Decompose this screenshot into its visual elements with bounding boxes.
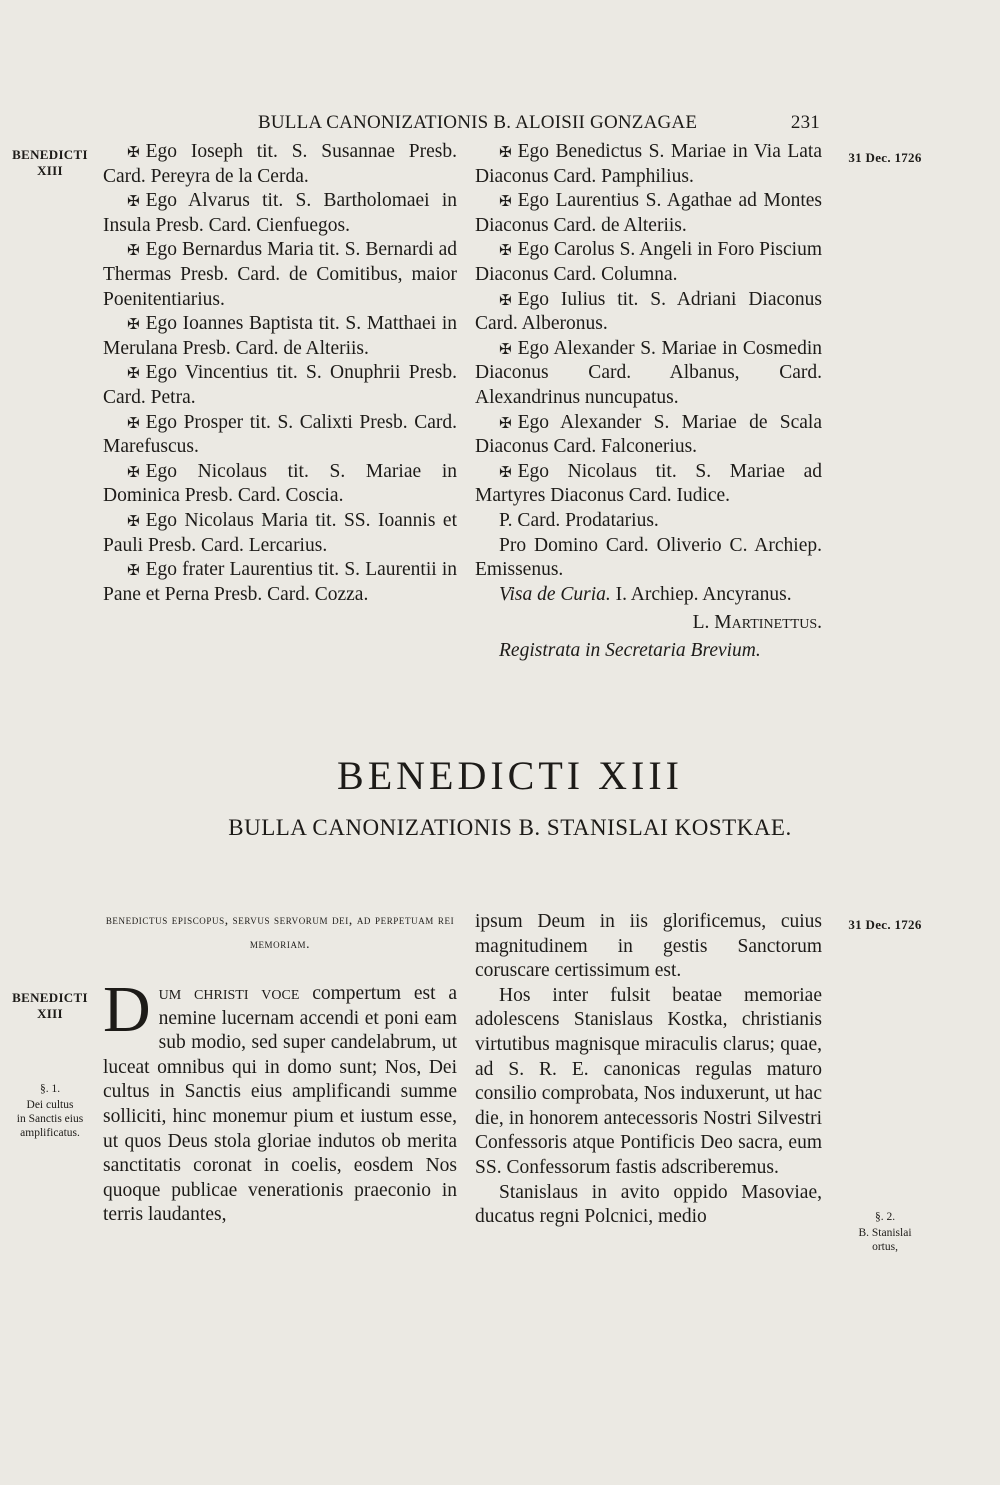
signature-left-5: [103, 361, 457, 410]
signature-right-4: [475, 288, 822, 337]
signatures-left-column: [103, 140, 457, 607]
cross-icon: ✠: [127, 143, 140, 161]
cross-icon: ✠: [127, 315, 140, 334]
section-title: BENEDICTI XIII: [337, 753, 683, 798]
cross-icon: ✠: [127, 241, 140, 260]
signature-left-2: [103, 189, 457, 238]
cross-icon: ✠: [127, 364, 140, 383]
signatures-right-column: [475, 140, 822, 663]
signature-left-6: [103, 411, 457, 460]
signature-text: Ego Nicolaus Maria tit. SS. Ioannis et Pauli Presb. Card. Lercarius.: [103, 509, 457, 556]
margin-note-1-num: §. 1.: [39, 1083, 61, 1095]
running-title: BULLA CANONIZATIONIS B. ALOISII GONZAGAE: [258, 112, 698, 133]
bull-paragraph-3: Stanislaus in avito oppido Masoviae, ducatus regni Polcnici, medio: [475, 1181, 822, 1228]
cross-icon: ✠: [499, 413, 512, 432]
section-subtitle: BULLA CANONIZATIONIS B. STANISLAI KOSTKAE.: [228, 815, 792, 840]
cross-icon: ✠: [127, 462, 140, 481]
bull-paragraph-1: [103, 973, 457, 1228]
signature-right-3: [475, 238, 822, 287]
signature-text: Ego Nicolaus tit. S. Mariae in Dominica Presb. Card. Coscia.: [103, 460, 457, 507]
registrata-line: Registrata in Secretaria Brevium.: [499, 639, 761, 661]
page-number: 231: [790, 112, 820, 133]
cross-icon: ✠: [499, 290, 512, 309]
margin-note-2-text: B. Stanislai ortus,: [858, 1227, 912, 1253]
signature-left-4: [103, 312, 457, 361]
pro-domino-line: Pro Domino Card. Oliverio C. Archiep. Emissenus.: [475, 534, 822, 581]
cross-icon: ✠: [499, 339, 512, 358]
cross-icon: ✠: [499, 241, 512, 260]
signature-left-1: [103, 140, 457, 189]
signature-right-2: [475, 189, 822, 238]
signature-text: Ego Laurentius S. Agathae ad Montes Diaconus Card. de Alteriis.: [475, 190, 822, 236]
visa-rest: I. Archiep. Ancyranus.: [615, 583, 792, 605]
signature-text: Ego Ioannes Baptista tit. S. Matthaei in Merulana Presb. Card. de Alteriis.: [103, 313, 457, 359]
opening-text: compertum est a nemine lucernam accendi et poni eam sub modio, sed super candelabrum, ut luceat omnibus qui in domo sunt; Nos, Dei cultus in Sanctis eius amplificandi summe solliciti, hinc monemur pium et iustum esse, ut quos Deus stola gloriae indutos ob merita sanctitatis coronat in coelis, eosdem Nos quoque publicae venerationis praeconio in terris laudantes,: [103, 983, 457, 1226]
signature-left-9: [103, 558, 457, 607]
signature-line: L. Martinettus.: [692, 612, 822, 634]
bull-text-right: [475, 910, 822, 1230]
cross-icon: ✠: [127, 561, 140, 580]
margin-date-mid: 31 Dec. 1726: [848, 917, 922, 932]
signature-text: Ego Bernardus Maria tit. S. Bernardi ad Thermas Presb. Card. de Comitibus, maior Poenitentiarius.: [103, 239, 457, 310]
cross-icon: ✠: [499, 192, 512, 211]
cross-icon: ✠: [127, 511, 140, 530]
margin-date-top: 31 Dec. 1726: [848, 150, 922, 165]
signature-left-3: [103, 238, 457, 312]
signature-text: Ego Alexander S. Mariae in Cosmedin Diaconus Card. Albanus, Card. Alexandrinus nuncupatus.: [475, 337, 822, 408]
signature-text: Ego Benedictus S. Mariae in Via Lata Diaconus Card. Pamphilius.: [475, 141, 822, 187]
cross-icon: ✠: [499, 143, 512, 161]
signatures-right-list: [475, 140, 822, 509]
bull-paragraph-2: Hos inter fulsit beatae memoriae adolescens Stanislaus Kostka, christianis virtutibus magnisque miraculis clarus; quae, ad S. R. E. canonicas regulas maturo consilio comprobata, Nos induxerunt, ut hac die, in honorem antecessoris Nostri Silvestri Confessoris atque Pontificis Deo sacra, eum SS. Confessorum fastis adscriberemus.: [475, 984, 822, 1178]
cross-icon: ✠: [127, 413, 140, 432]
signature-text: Ego Prosper tit. S. Calixti Presb. Card. Marefuscus.: [103, 411, 457, 458]
visa-line: [475, 583, 822, 608]
signature-text: Ego Iulius tit. S. Adriani Diaconus Card. Alberonus.: [475, 288, 822, 335]
signature-text: Ego Vincentius tit. S. Onuphrii Presb. Card. Petra.: [103, 362, 457, 408]
margin-benedicti-top: BENEDICTI XIII: [12, 147, 88, 178]
signature-left-8: [103, 509, 457, 558]
salutation: benedictus episcopus, servus servorum dei, ad perpetuam rei memoriam.: [105, 912, 455, 951]
signature-right-1: [475, 140, 822, 189]
signature-text: Ego Alexander S. Mariae de Scala Diaconus Card. Falconerius.: [475, 411, 822, 458]
opening-words: um christi voce: [158, 983, 300, 1004]
bull-paragraph-cont: ipsum Deum in iis glorificemus, cuius magnitudinem in gestis Sanctorum coruscare certissimum est.: [475, 911, 822, 982]
signature-text: Ego frater Laurentius tit. S. Laurentii in Pane et Perna Presb. Card. Cozza.: [103, 559, 457, 605]
drop-cap: D: [103, 973, 151, 1046]
signature-right-7: [475, 460, 822, 509]
signature-text: Ego Ioseph tit. S. Susannae Presb. Card. Pereyra de la Cerda.: [103, 141, 457, 187]
signature-left-7: [103, 460, 457, 509]
visa-italic: Visa de Curia.: [499, 583, 611, 605]
signature-text: Ego Carolus S. Angeli in Foro Piscium Diaconus Card. Columna.: [475, 239, 822, 285]
margin-benedicti-bot: BENEDICTI XIII: [12, 990, 88, 1021]
prodatarius-line: P. Card. Prodatarius.: [499, 509, 659, 531]
bull-text-left: [103, 973, 457, 1228]
cross-icon: ✠: [127, 192, 140, 211]
signature-right-5: [475, 337, 822, 411]
signature-text: Ego Alvarus tit. S. Bartholomaei in Insula Presb. Card. Cienfuegos.: [103, 190, 457, 236]
margin-note-2-num: §. 2.: [874, 1211, 896, 1223]
signature-right-6: [475, 411, 822, 460]
cross-icon: ✠: [499, 462, 512, 481]
signature-text: Ego Nicolaus tit. S. Mariae ad Martyres Diaconus Card. Iudice.: [475, 460, 822, 507]
margin-note-1-text: Dei cultus in Sanctis eius amplificatus.: [16, 1099, 84, 1139]
